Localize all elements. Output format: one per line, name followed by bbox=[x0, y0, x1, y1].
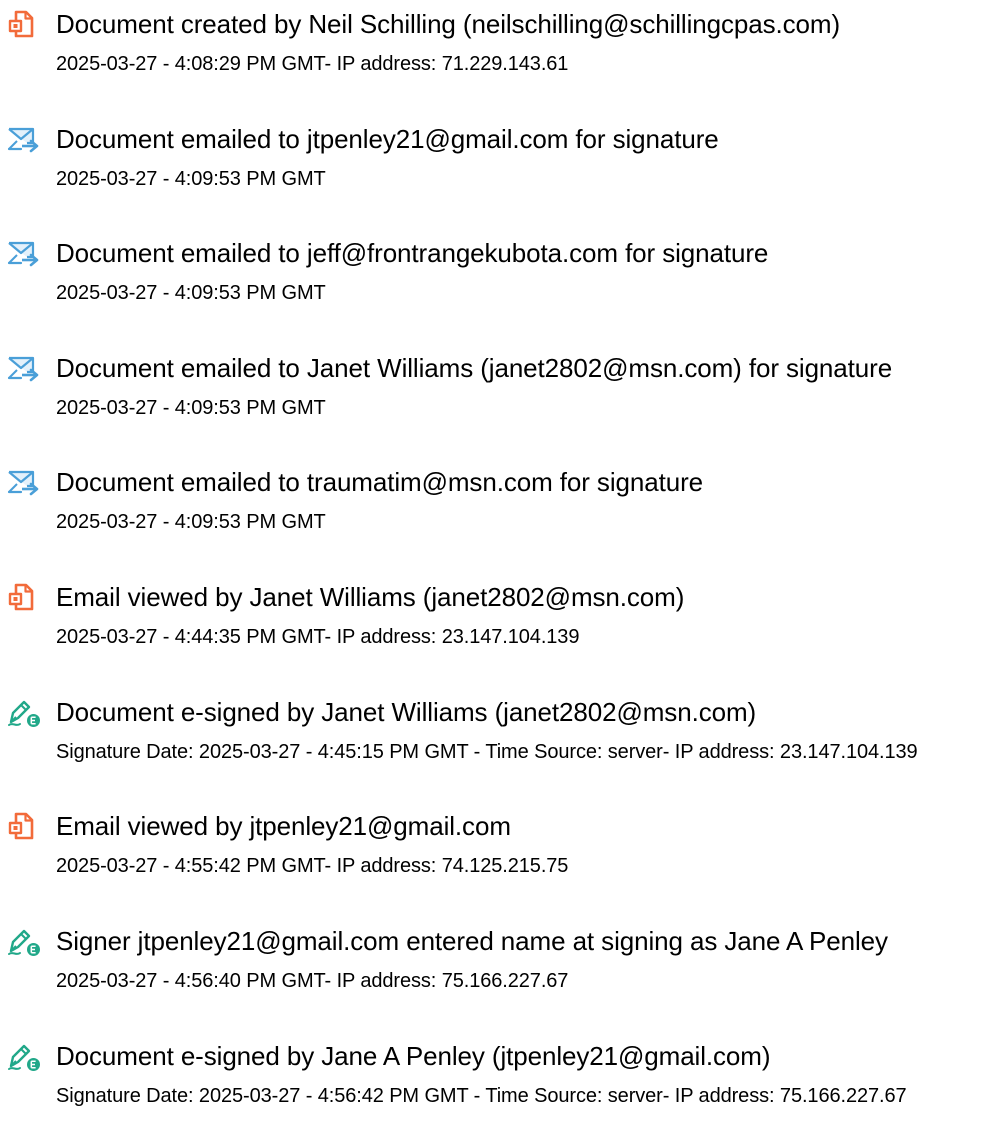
event-detail: 2025-03-27 - 4:55:42 PM GMT- IP address: 74.125.215.75 bbox=[56, 855, 569, 877]
event-detail: 2025-03-27 - 4:44:35 PM GMT- IP address: 23.147.104.139 bbox=[56, 626, 580, 648]
audit-event bbox=[0, 925, 987, 1025]
event-detail: 2025-03-27 - 4:09:53 PM GMT bbox=[56, 168, 326, 190]
event-detail: Signature Date: 2025-03-27 - 4:56:42 PM GMT - Time Source: server- IP address: 75.166.227.67 bbox=[56, 1085, 907, 1107]
document-viewed-icon bbox=[7, 583, 41, 613]
event-detail: 2025-03-27 - 4:56:40 PM GMT- IP address: 75.166.227.67 bbox=[56, 970, 569, 992]
event-title: Email viewed by Janet Williams (janet2802@msn.com) bbox=[56, 582, 685, 612]
document-viewed-icon bbox=[7, 812, 41, 842]
event-detail: Signature Date: 2025-03-27 - 4:45:15 PM GMT - Time Source: server- IP address: 23.147.104.139 bbox=[56, 741, 918, 763]
audit-event bbox=[0, 123, 987, 223]
audit-event bbox=[0, 696, 987, 796]
audit-event bbox=[0, 1040, 987, 1140]
audit-event bbox=[0, 237, 987, 337]
audit-event bbox=[0, 8, 987, 108]
event-title: Document emailed to traumatim@msn.com for signature bbox=[56, 467, 703, 497]
audit-event bbox=[0, 466, 987, 566]
audit-event bbox=[0, 810, 987, 910]
event-detail: 2025-03-27 - 4:08:29 PM GMT- IP address: 71.229.143.61 bbox=[56, 53, 569, 75]
audit-event bbox=[0, 352, 987, 452]
email-sent-icon bbox=[7, 468, 41, 498]
event-title: Signer jtpenley21@gmail.com entered name at signing as Jane A Penley bbox=[56, 926, 888, 956]
event-title: Document e-signed by Janet Williams (janet2802@msn.com) bbox=[56, 697, 757, 727]
esign-pen-icon bbox=[7, 927, 41, 957]
event-title: Document emailed to jtpenley21@gmail.com for signature bbox=[56, 124, 719, 154]
esign-pen-icon bbox=[7, 1042, 41, 1072]
document-created-icon bbox=[7, 10, 41, 40]
event-title: Document e-signed by Jane A Penley (jtpenley21@gmail.com) bbox=[56, 1041, 771, 1071]
email-sent-icon bbox=[7, 354, 41, 384]
event-title: Document emailed to Janet Williams (janet2802@msn.com) for signature bbox=[56, 353, 893, 383]
event-detail: 2025-03-27 - 4:09:53 PM GMT bbox=[56, 511, 326, 533]
event-title: Email viewed by jtpenley21@gmail.com bbox=[56, 811, 511, 841]
email-sent-icon bbox=[7, 239, 41, 269]
event-detail: 2025-03-27 - 4:09:53 PM GMT bbox=[56, 282, 326, 304]
event-detail: 2025-03-27 - 4:09:53 PM GMT bbox=[56, 397, 326, 419]
audit-event bbox=[0, 581, 987, 681]
esign-pen-icon bbox=[7, 698, 41, 728]
event-title: Document created by Neil Schilling (neilschilling@schillingcpas.com) bbox=[56, 9, 841, 39]
event-title: Document emailed to jeff@frontrangekubota.com for signature bbox=[56, 238, 769, 268]
email-sent-icon bbox=[7, 125, 41, 155]
